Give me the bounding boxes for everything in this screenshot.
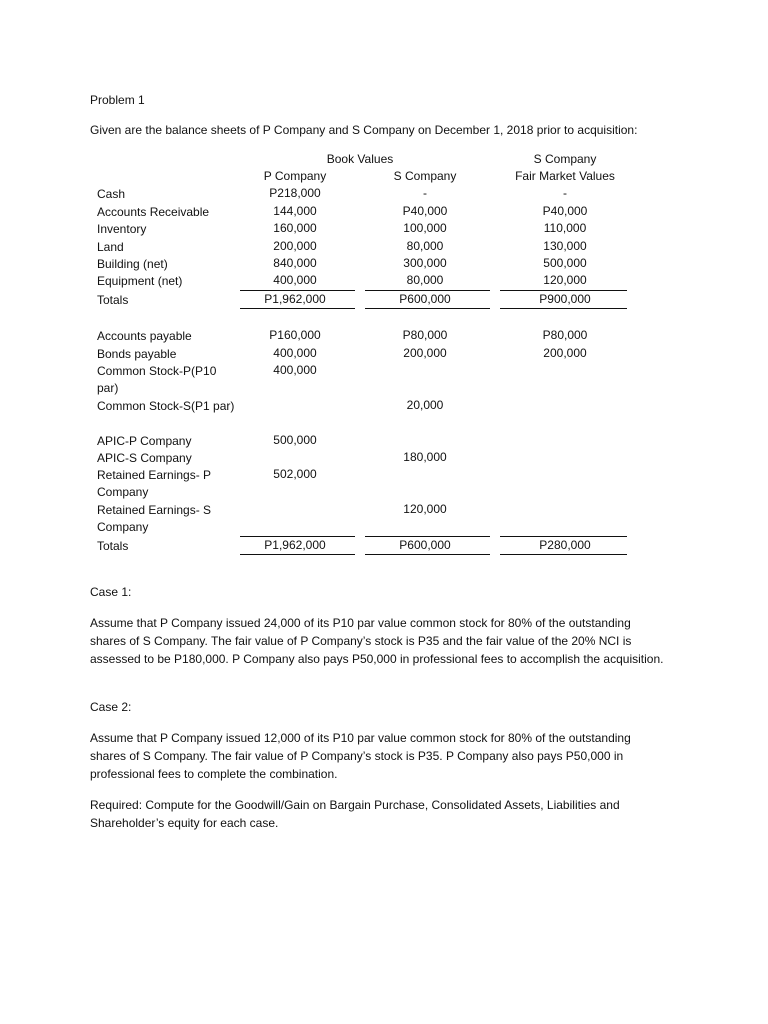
row-label: Inventory <box>97 222 147 236</box>
divider <box>500 308 627 309</box>
case1-text: Assume that P Company issued 24,000 of its P10 par value common stock for 80% of the outstanding shares of S Company. The fair value of P Company’s stock is P35 and the fair value of the 20% NCI is assessed to be P180,000. P Company also pays P50,000 in professional fees to accomplish the acquisition. <box>90 616 664 666</box>
row-p: 502,000 <box>273 467 317 481</box>
row-p: 200,000 <box>273 239 317 253</box>
header-s-company: S Company <box>393 169 457 183</box>
row-s: P40,000 <box>402 204 448 218</box>
row-s: 20,000 <box>406 398 444 412</box>
row-s: P80,000 <box>402 328 448 342</box>
totals-s: P600,000 <box>399 292 451 306</box>
row-s: 120,000 <box>403 502 447 516</box>
totals-fmv: P900,000 <box>539 292 591 306</box>
row-s: 80,000 <box>406 239 444 253</box>
row-p: 400,000 <box>273 273 317 287</box>
divider <box>240 554 355 555</box>
totals-p: P1,962,000 <box>264 538 326 552</box>
row-p: 400,000 <box>273 346 317 360</box>
row-label: Cash <box>97 187 126 201</box>
row-s: 200,000 <box>403 346 447 360</box>
header-s-company-top: S Company <box>533 152 597 166</box>
divider <box>240 308 355 309</box>
totals-fmv: P280,000 <box>539 538 591 552</box>
row-fmv: 200,000 <box>543 346 587 360</box>
header-book-values: Book Values <box>326 152 394 166</box>
row-label: APIC-S Company <box>97 451 192 465</box>
intro-text: Given are the balance sheets of P Company and S Company on December 1, 2018 prior to acquisition: <box>90 123 638 137</box>
row-label: APIC-P Company <box>97 434 192 448</box>
problem-title: Problem 1 <box>90 93 145 107</box>
row-p: P218,000 <box>269 186 321 200</box>
case2-title: Case 2: <box>90 700 132 714</box>
header-fair-market-values: Fair Market Values <box>515 169 615 183</box>
row-label: Common Stock-P(P10 par) <box>97 364 217 395</box>
divider <box>500 536 627 537</box>
row-label: Accounts Receivable <box>97 205 210 219</box>
row-fmv: 110,000 <box>543 221 587 235</box>
row-p: P160,000 <box>269 328 321 342</box>
row-p: 400,000 <box>273 363 317 377</box>
row-s: 100,000 <box>403 221 447 235</box>
row-label: Common Stock-S(P1 par) <box>97 399 235 413</box>
row-p: 840,000 <box>273 256 317 270</box>
row-s: 300,000 <box>403 256 447 270</box>
divider <box>365 536 490 537</box>
row-p: 144,000 <box>273 204 317 218</box>
row-p: 500,000 <box>273 433 317 447</box>
row-s: 80,000 <box>406 273 444 287</box>
row-label: Retained Earnings- S Company <box>97 503 212 534</box>
divider <box>240 290 355 291</box>
divider <box>365 554 490 555</box>
totals-label: Totals <box>97 293 129 307</box>
row-fmv: P40,000 <box>542 204 588 218</box>
header-p-company: P Company <box>263 169 327 183</box>
row-s: 180,000 <box>403 450 447 464</box>
row-fmv: 130,000 <box>543 239 587 253</box>
row-p: 160,000 <box>273 221 317 235</box>
row-fmv: 120,000 <box>543 273 587 287</box>
row-label: Accounts payable <box>97 329 192 343</box>
case2-text: Assume that P Company issued 12,000 of its P10 par value common stock for 80% of the outstanding shares of S Company. The fair value of P Company’s stock is P35. P Company also pays P50,000 in professional fees to complete the combination. <box>90 731 631 781</box>
divider <box>365 308 490 309</box>
row-fmv: - <box>563 186 567 200</box>
row-label: Building (net) <box>97 257 168 271</box>
totals-s: P600,000 <box>399 538 451 552</box>
divider <box>500 290 627 291</box>
totals-label: Totals <box>97 539 129 553</box>
row-fmv: 500,000 <box>543 256 587 270</box>
row-fmv: P80,000 <box>542 328 588 342</box>
required-text: Required: Compute for the Goodwill/Gain on Bargain Purchase, Consolidated Assets, Liabilities and Shareholder’s equity for each case. <box>90 798 620 830</box>
row-label: Retained Earnings- P Company <box>97 468 211 499</box>
row-s: - <box>423 186 427 200</box>
row-label: Equipment (net) <box>97 274 183 288</box>
row-label: Bonds payable <box>97 347 177 361</box>
divider <box>365 290 490 291</box>
divider <box>500 554 627 555</box>
case1-title: Case 1: <box>90 585 132 599</box>
totals-p: P1,962,000 <box>264 292 326 306</box>
row-label: Land <box>97 240 124 254</box>
divider <box>240 536 355 537</box>
